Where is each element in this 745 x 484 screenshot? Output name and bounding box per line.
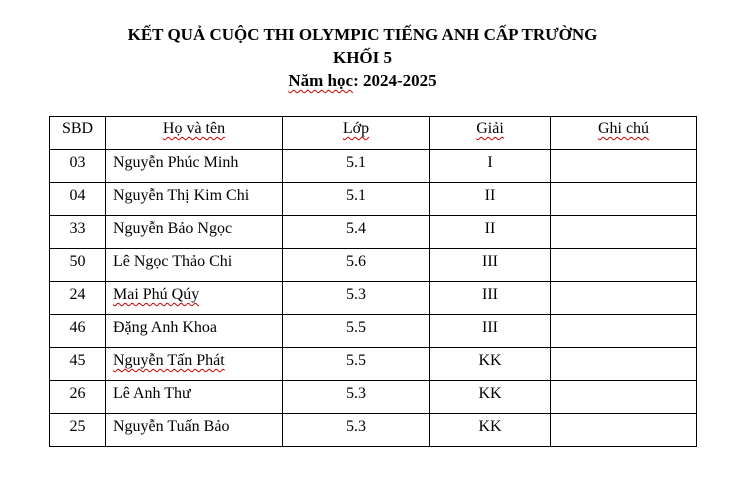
- cell-sbd: 25: [50, 414, 106, 447]
- table-row: [50, 315, 697, 348]
- header-note-text: Ghi chú: [597, 120, 650, 137]
- cell-giai: II: [430, 183, 551, 216]
- cell-name: [106, 282, 283, 315]
- cell-name: Nguyễn Thị Kim Chi: [106, 183, 283, 216]
- cell-note: [551, 183, 697, 216]
- header-lop: [283, 117, 430, 150]
- cell-giai: KK: [430, 348, 551, 381]
- cell-name: Lê Ngọc Thảo Chi: [106, 249, 283, 282]
- cell-name: Đặng Anh Khoa: [106, 315, 283, 348]
- cell-sbd: 24: [50, 282, 106, 315]
- header-sbd: SBD: [50, 117, 106, 150]
- school-year-label: Năm học: [288, 71, 354, 90]
- table-row: [50, 282, 697, 315]
- table-row: [50, 150, 697, 183]
- table-row: [50, 348, 697, 381]
- cell-name-text: Mai Phú Qúy: [113, 286, 200, 303]
- cell-sbd: 04: [50, 183, 106, 216]
- cell-lop: 5.3: [283, 282, 430, 315]
- cell-lop: 5.3: [283, 381, 430, 414]
- cell-name: Nguyễn Bảo Ngọc: [106, 216, 283, 249]
- header-giai-text: Giải: [476, 120, 504, 137]
- cell-sbd: 03: [50, 150, 106, 183]
- table-row: [50, 216, 697, 249]
- title-line-1: KẾT QUẢ CUỘC THI OLYMPIC TIẾNG ANH CẤP TRƯỜNG: [127, 25, 598, 44]
- cell-sbd: 46: [50, 315, 106, 348]
- cell-note: [551, 282, 697, 315]
- cell-lop: 5.6: [283, 249, 430, 282]
- results-table: [49, 116, 697, 447]
- cell-giai: I: [430, 150, 551, 183]
- header-lop-text: Lớp: [342, 120, 370, 137]
- cell-lop: 5.4: [283, 216, 430, 249]
- cell-lop: 5.5: [283, 315, 430, 348]
- table-header-row: [50, 117, 697, 150]
- table-row: [50, 183, 697, 216]
- cell-sbd: 33: [50, 216, 106, 249]
- cell-lop: 5.1: [283, 183, 430, 216]
- table-row: [50, 414, 697, 447]
- cell-lop: 5.3: [283, 414, 430, 447]
- cell-note: [551, 216, 697, 249]
- cell-note: [551, 348, 697, 381]
- title-line-3: [0, 71, 725, 91]
- cell-sbd: 45: [50, 348, 106, 381]
- school-year-value: : 2024-2025: [353, 71, 437, 90]
- cell-name-text: Nguyễn Tấn Phát: [113, 352, 225, 369]
- header-name-text: Họ và tên: [162, 120, 226, 137]
- cell-lop: 5.1: [283, 150, 430, 183]
- cell-sbd: 50: [50, 249, 106, 282]
- cell-name: Nguyễn Phúc Minh: [106, 150, 283, 183]
- cell-note: [551, 315, 697, 348]
- title-line-2: KHỐI 5: [332, 48, 393, 67]
- table-row: [50, 249, 697, 282]
- cell-name: Lê Anh Thư: [106, 381, 283, 414]
- cell-giai: III: [430, 249, 551, 282]
- cell-giai: III: [430, 282, 551, 315]
- cell-lop: 5.5: [283, 348, 430, 381]
- cell-giai: KK: [430, 414, 551, 447]
- cell-name: [106, 348, 283, 381]
- cell-giai: KK: [430, 381, 551, 414]
- header-giai: [430, 117, 551, 150]
- cell-sbd: 26: [50, 381, 106, 414]
- cell-name: Nguyễn Tuấn Bảo: [106, 414, 283, 447]
- cell-note: [551, 150, 697, 183]
- cell-giai: III: [430, 315, 551, 348]
- header-note: [551, 117, 697, 150]
- header-name: [106, 117, 283, 150]
- cell-note: [551, 381, 697, 414]
- cell-note: [551, 414, 697, 447]
- cell-note: [551, 249, 697, 282]
- cell-giai: II: [430, 216, 551, 249]
- table-row: [50, 381, 697, 414]
